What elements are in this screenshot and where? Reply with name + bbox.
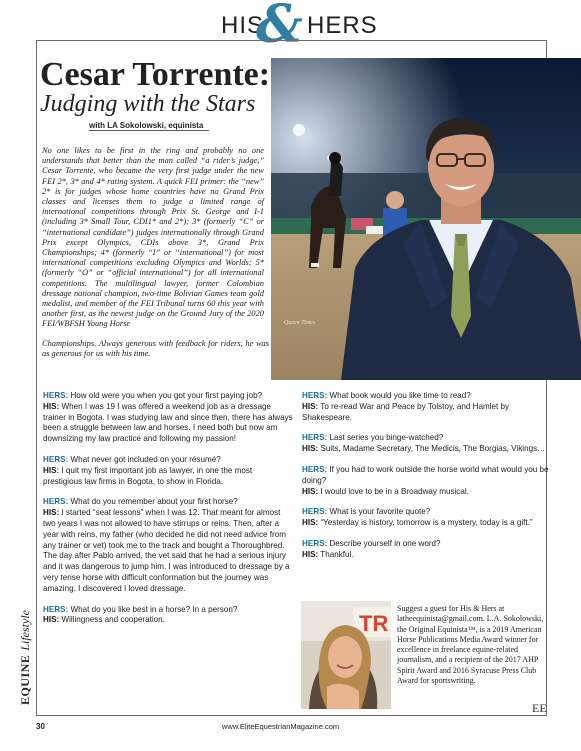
his-label: HIS: — [43, 508, 60, 518]
article-subtitle: Judging with the Stars — [40, 91, 256, 117]
hers-label: HERS: — [43, 391, 69, 400]
qa-answer — [43, 402, 293, 445]
question-text: What is your favorite quote? — [329, 507, 431, 517]
page-number: 30 — [36, 722, 45, 731]
his-label: HIS: — [302, 518, 319, 528]
author-blurb: Suggest a guest for His & Hers at latheequinista@gmail.com. L.A. Sokolowski, the Original Equinista™, is a 2019 American Horse Publications Media Award winner for excellence in freelance equine-related journalism, and a recipient of the 2017 AHP Spirit Award and 2016 Syracuse Press Club Award for sportswriting. — [397, 604, 544, 686]
hers-label: HERS: — [302, 464, 328, 474]
hers-label: HERS: — [43, 497, 69, 507]
qa-answer — [302, 487, 552, 498]
hers-label: HERS: — [302, 433, 328, 443]
question-text: Last series you binge-watched? — [329, 433, 444, 443]
answer-text: Willingness and cooperation. — [61, 615, 165, 625]
his-label: HIS: — [302, 549, 319, 559]
section-label — [16, 610, 34, 705]
answer-text: I quit my first important job as lawyer, in one the most prestigious law firms in Bogota, to show in Florida. — [43, 465, 253, 486]
answer-text: Thankful. — [320, 549, 354, 559]
qa-question — [302, 507, 552, 518]
hers-label: HERS: — [302, 391, 328, 400]
question-text: How old were you when you got your first paying job? — [70, 391, 263, 400]
qa-question — [43, 455, 293, 466]
his-label: HIS: — [302, 444, 319, 454]
hers-label: HERS: — [43, 454, 69, 464]
qa-question — [43, 391, 293, 402]
question-text: What book would you like time to read? — [329, 391, 471, 400]
section-label-bold: EQUINE — [18, 654, 32, 705]
qa-question — [302, 433, 552, 444]
answer-text: I started “seat lessons” when I was 12. That meant for almost two years I was not allowed to have stirrups or reins. Then, after a year with reins, my father (who decided he did not need advice from any trainer or vet) took me to the track and bought a Thoroughbred. The day after Pablo arrived, the vet said that he had a serious injury and it was dangerous to jump him. I was introduced to dressage by a very tense horse with difficult conformation but the journey was amazing. I discovered I loved dressage. — [43, 508, 290, 593]
qa-column-right — [302, 391, 552, 561]
photo-credit: Queen Times — [284, 320, 316, 326]
hers-label: HERS: — [302, 507, 328, 517]
byline-rule — [89, 130, 209, 131]
header-his: HIS — [221, 12, 265, 39]
qa-answer — [302, 518, 552, 529]
intro-paragraph: No one likes to be first in the ring and probably no one understands that better than the man called “a rider’s judge,” Cesar Torrente, who became the very first judge under the new FEI 2*, 3* and 4* rating system. A quick FEI primer: the “new” 2* is for judges whose home countries have no Grand Prix classes and licenses them to judge a limited range of international competitions through Prix St. George and I-1 (including 3* Small Tour, CDI1* and 2*); 3* (formerly “C” or “international candidate”) judges internationally through Grand Prix except Olympics, CDIs above 3*, Grand Prix Championships; 4* (formerly “I” or “international”) for most international competitions excluding Olympics and Worlds; 5* (formerly “O” or “official international”) for all international competitions. The multilingual lawyer, former Colombian dressage national champion, two-time Bolivian Games team gold medalist, and member of the FEI Tribunal turns 60 this year with another first, as the newest judge on the Ground Jury of the 2020 FEI/WBFSH Young Horse — [42, 146, 264, 329]
question-text: Describe yourself in one word? — [329, 538, 441, 548]
qa-answer — [43, 466, 293, 488]
qa-question — [302, 539, 552, 550]
hers-label: HERS: — [302, 538, 328, 548]
author-photo — [301, 601, 391, 709]
question-text: What do you like best in a horse? In a person? — [70, 604, 238, 614]
qa-answer — [43, 615, 293, 626]
his-label: HIS: — [43, 465, 60, 475]
qa-question — [302, 391, 552, 402]
qa-answer — [302, 550, 552, 561]
qa-column-left — [43, 391, 293, 626]
header-ampersand: & — [256, 0, 303, 55]
portrait-illustration — [271, 58, 581, 380]
sign-text: TR — [359, 611, 389, 636]
intro-paragraph-end: Championships. Always generous with feedback for riders, he was as generous for us with his time. — [42, 339, 269, 359]
article-title: Cesar Torrente: — [40, 56, 271, 93]
his-label: HIS: — [302, 486, 319, 496]
footer-url: www.EliteEquestrianMagazine.com — [222, 722, 340, 731]
author-illustration — [301, 601, 391, 709]
qa-answer — [43, 508, 293, 594]
portrait-photo — [271, 58, 581, 380]
qa-answer — [302, 402, 552, 424]
qa-question — [43, 497, 293, 508]
answer-text: Suits, Madame Secretary, The Medicis, The Borgias, Vikings… — [320, 444, 546, 454]
qa-answer — [302, 444, 552, 455]
hers-label: HERS: — [43, 604, 69, 614]
answer-text: When I was 19 I was offered a weekend job as a dressage trainer in Bogota. I was studying law and since then, there has always been a struggle between law and horses. I need both but now am downsizing my law practice and following my passion! — [43, 401, 293, 444]
answer-text: To re-read War and Peace by Tolstoy, and Hamlet by Shakespeare. — [302, 401, 510, 422]
qa-question — [302, 465, 552, 487]
question-text: What do you remember about your first horse? — [70, 497, 238, 507]
qa-question — [43, 605, 293, 616]
header-hers: HERS — [307, 12, 378, 39]
byline: with LA Sokolowski, equinista — [89, 121, 204, 130]
question-text: What never got included on your résumé? — [70, 454, 221, 464]
his-label: HIS: — [43, 401, 60, 411]
answer-text: I would love to be in a Broadway musical. — [320, 486, 469, 496]
answer-text: “Yesterday is history, tomorrow is a mystery, today is a gift.” — [320, 518, 533, 528]
section-label-italic: Lifestyle — [18, 609, 32, 651]
magazine-logo: EE — [532, 701, 547, 715]
his-label: HIS: — [43, 615, 60, 625]
his-label: HIS: — [302, 401, 319, 411]
question-text: If you had to work outside the horse world what would you be doing? — [302, 464, 549, 485]
